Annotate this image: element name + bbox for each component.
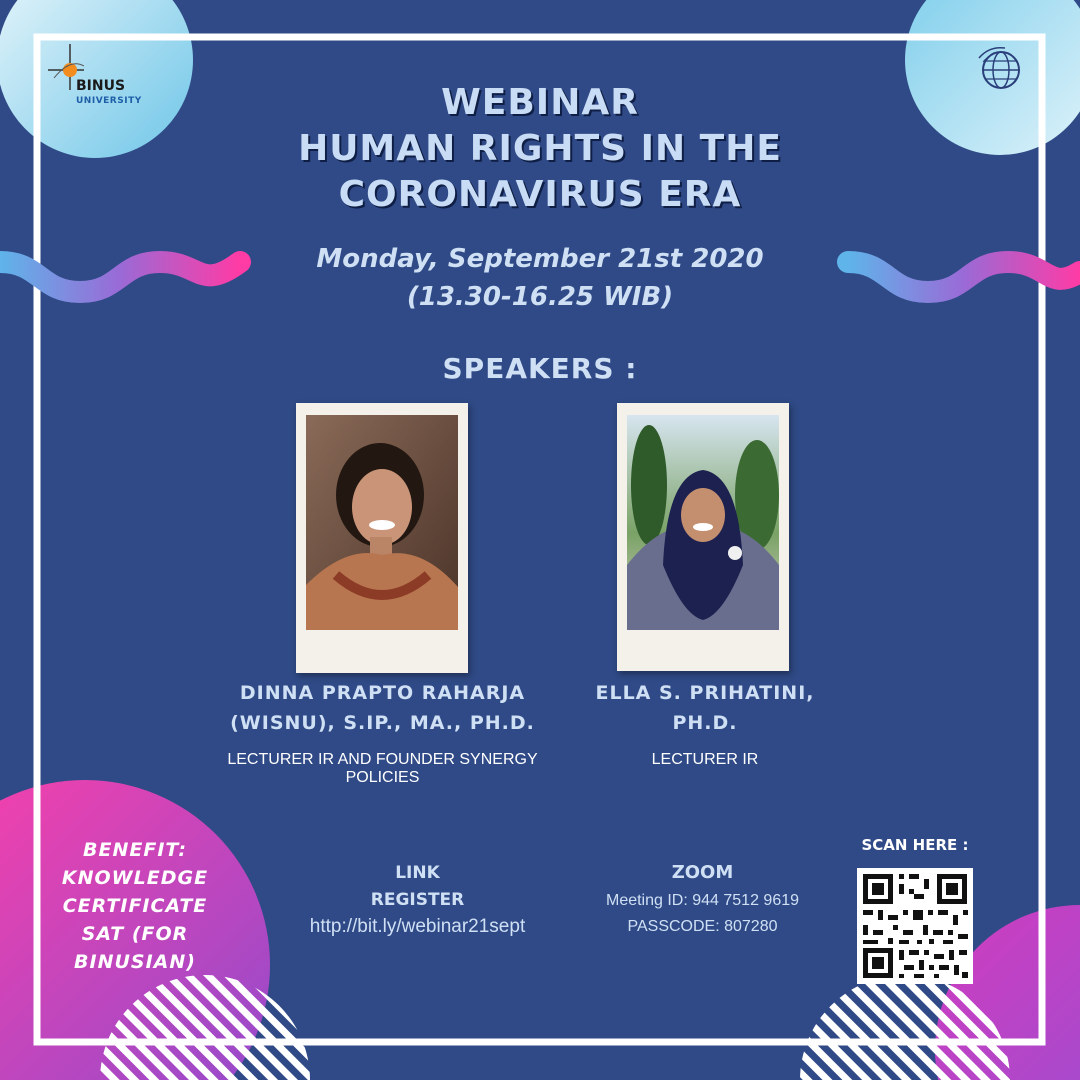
event-time: (13.30-16.25 WIB) — [406, 282, 674, 312]
speaker-1-name-line-2: (WISNU), S.IP., MA., PH.D. — [230, 712, 535, 734]
speaker-1-role: LECTURER IR AND FOUNDER SYNERGY POLICIES — [227, 751, 538, 786]
zoom-meeting-id: Meeting ID: 944 7512 9619 — [605, 892, 800, 909]
speaker-2-name-line-1: ELLA S. PRIHATINI, — [595, 682, 815, 704]
speakers-heading: SPEAKERS : — [442, 352, 638, 385]
qr-code-icon — [857, 868, 973, 984]
speaker-2-photo — [627, 415, 779, 630]
register-label-1: LINK — [395, 863, 440, 883]
speaker-2-photo-frame — [617, 403, 789, 671]
webinar-title — [240, 80, 840, 218]
benefit-item-sat: SAT (FOR BINUSIAN) — [74, 923, 196, 973]
speaker-2-name — [580, 678, 830, 738]
register-link[interactable]: http://bit.ly/webinar21sept — [309, 916, 526, 937]
register-block — [280, 860, 555, 940]
title-line-3: CORONAVIRUS ERA — [338, 174, 742, 215]
benefit-heading: BENEFIT: — [83, 839, 187, 861]
title-line-1: WEBINAR — [441, 82, 639, 123]
scan-label: SCAN HERE : — [861, 836, 969, 854]
benefit-item-knowledge: KNOWLEDGE — [61, 867, 209, 889]
zoom-passcode: PASSCODE: 807280 — [627, 918, 778, 935]
wave-left — [0, 262, 240, 292]
binus-logo — [44, 42, 164, 112]
speaker-1-photo-frame — [296, 403, 468, 673]
event-date — [240, 240, 840, 316]
globe-icon — [975, 42, 1027, 94]
zoom-block — [590, 858, 815, 940]
benefit-block — [30, 836, 240, 976]
zoom-title: ZOOM — [671, 862, 734, 883]
title-line-2: HUMAN RIGHTS IN THE — [298, 128, 782, 169]
logo-name: BINUS — [76, 78, 126, 94]
benefit-item-certificate: CERTIFICATE — [62, 895, 208, 917]
speaker-1-name-line-1: DINNA PRAPTO RAHARJA — [239, 682, 526, 704]
speaker-1-name — [200, 678, 565, 738]
speaker-1-photo — [306, 415, 458, 630]
event-day: Monday, September 21st 2020 — [316, 244, 764, 274]
register-label-2: REGISTER — [370, 890, 465, 910]
speaker-2-role: LECTURER IR — [651, 751, 759, 768]
speaker-2-name-line-2: PH.D. — [672, 712, 738, 734]
logo-subtitle: UNIVERSITY — [76, 96, 142, 106]
qr-code[interactable] — [857, 868, 973, 984]
